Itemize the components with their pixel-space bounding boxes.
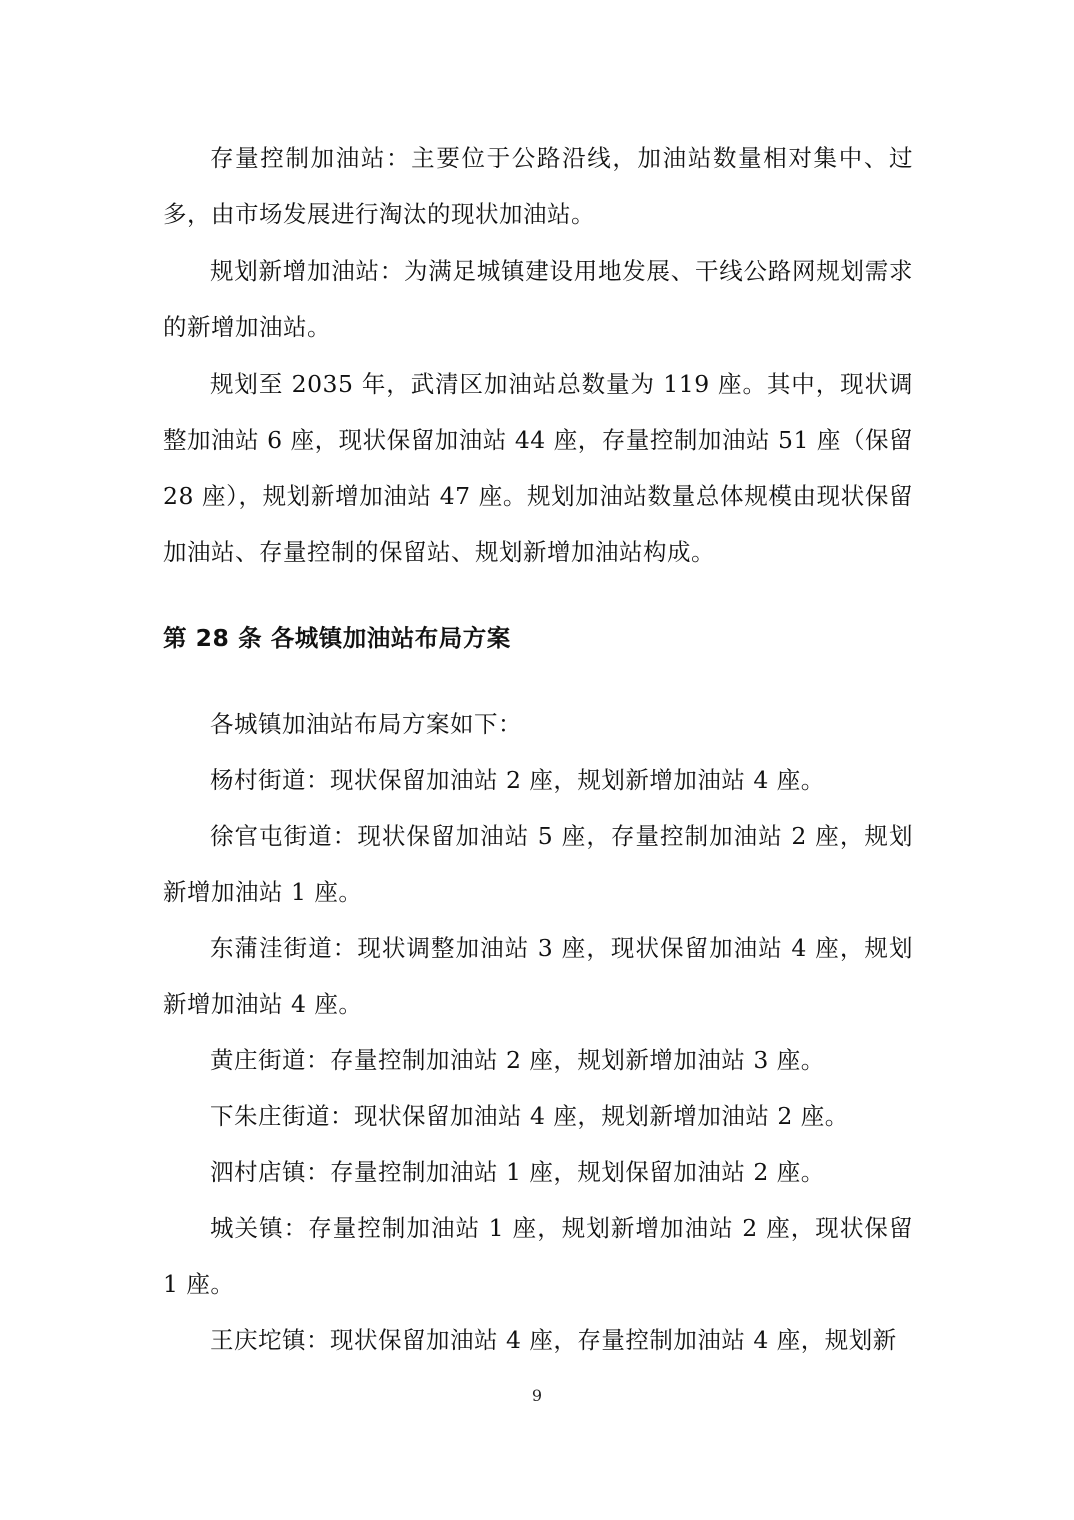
paragraph-yangcun: 杨村街道：现状保留加油站 2 座，规划新增加油站 4 座。 [210,766,825,794]
paragraph-intro: 各城镇加油站布局方案如下： [210,710,522,738]
paragraph-chengguan: 城关镇：存量控制加油站 1 座，规划新增加油站 2 座，现状保留 1 座。 [163,1214,913,1298]
paragraph-xiazhuzhuang: 下朱庄街道：现状保留加油站 4 座，规划新增加油站 2 座。 [210,1102,849,1130]
paragraph-new-planned-stations: 规划新增加油站：为满足城镇建设用地发展、干线公路网规划需求的新增加油站。 [163,257,913,341]
paragraph-huangzhuang: 黄庄街道：存量控制加油站 2 座，规划新增加油站 3 座。 [210,1046,825,1074]
section-heading: 第 28 条 各城镇加油站布局方案 [163,624,511,652]
paragraph-stock-control-stations: 存量控制加油站：主要位于公路沿线，加油站数量相对集中、过多，由市场发展进行淘汰的现状加油站。 [163,144,913,228]
paragraph-xuguantun: 徐官屯街道：现状保留加油站 5 座，存量控制加油站 2 座，规划新增加油站 1 座。 [163,822,913,906]
page-number: 9 [531,1386,543,1405]
paragraph-total-2035: 规划至 2035 年，武清区加油站总数量为 119 座。其中，现状调整加油站 6 座，现状保留加油站 44 座，存量控制加油站 51 座（保留 28 座），规划新增加油站 47 座。规划加油站数量总体规模由现状保留加油站、存量控制的保留站、规划新增加油站构成。 [163,370,913,566]
paragraph-dongpuwa: 东蒲洼街道：现状调整加油站 3 座，现状保留加油站 4 座，规划新增加油站 4 座。 [163,934,913,1018]
paragraph-wangqingtuo: 王庆坨镇：现状保留加油站 4 座，存量控制加油站 4 座，规划新 [210,1326,897,1354]
paragraph-sicundian: 泗村店镇：存量控制加油站 1 座，规划保留加油站 2 座。 [210,1158,825,1186]
